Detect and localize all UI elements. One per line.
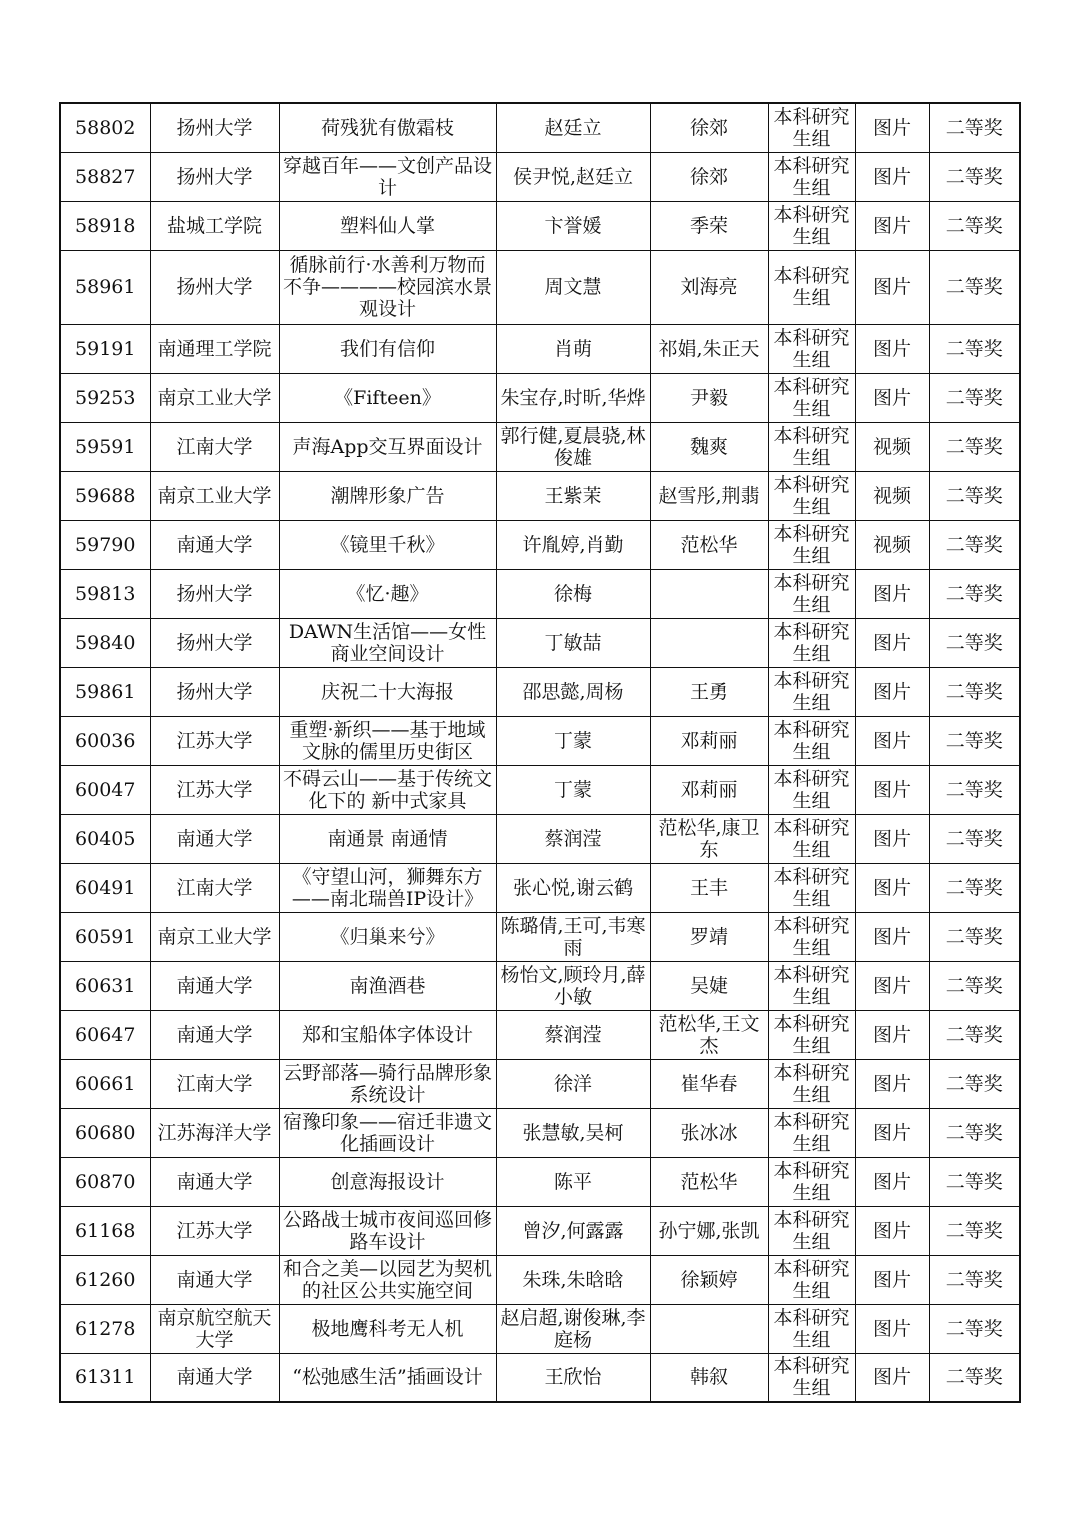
group-cell: 本科研究生组 [768,814,855,863]
work-type-cell: 图片 [855,152,929,201]
work-title-cell: 我们有信仰 [279,324,496,373]
entry-id-cell: 60405 [60,814,150,863]
advisor-cell: 徐郊 [650,152,768,201]
authors-cell: 丁蒙 [496,765,650,814]
advisor-cell: 徐颖婷 [650,1255,768,1304]
group-cell: 本科研究生组 [768,1108,855,1157]
table-row [60,1304,1020,1353]
advisor-cell: 刘海亮 [650,250,768,324]
entry-id-cell: 60047 [60,765,150,814]
award-cell: 二等奖 [929,765,1020,814]
work-title-cell: 重塑·新织——基于地域文脉的儒里历史街区 [279,716,496,765]
work-type-cell: 图片 [855,618,929,667]
advisor-cell: 魏爽 [650,422,768,471]
advisor-cell: 范松华 [650,520,768,569]
group-cell: 本科研究生组 [768,618,855,667]
school-cell: 江南大学 [150,1059,279,1108]
work-title-cell: 《镜里千秋》 [279,520,496,569]
entry-id-cell: 59191 [60,324,150,373]
work-type-cell: 图片 [855,1059,929,1108]
work-title-cell: 荷残犹有傲霜枝 [279,103,496,152]
table-row [60,250,1020,324]
authors-cell: 卞誉媛 [496,201,650,250]
authors-cell: 许胤婷,肖勤 [496,520,650,569]
award-cell: 二等奖 [929,201,1020,250]
award-cell: 二等奖 [929,912,1020,961]
work-type-cell: 图片 [855,103,929,152]
award-cell: 二等奖 [929,520,1020,569]
work-type-cell: 图片 [855,1157,929,1206]
work-type-cell: 图片 [855,201,929,250]
authors-cell: 邵思懿,周杨 [496,667,650,716]
entry-id-cell: 59591 [60,422,150,471]
group-cell: 本科研究生组 [768,1255,855,1304]
school-cell: 江南大学 [150,422,279,471]
table-row [60,569,1020,618]
work-title-cell: 郑和宝船体字体设计 [279,1010,496,1059]
work-type-cell: 图片 [855,373,929,422]
work-title-cell: 不碍云山——基于传统文化下的 新中式家具 [279,765,496,814]
group-cell: 本科研究生组 [768,1010,855,1059]
award-cell: 二等奖 [929,152,1020,201]
authors-cell: 郭行健,夏晨骁,林俊雄 [496,422,650,471]
group-cell: 本科研究生组 [768,1206,855,1255]
award-cell: 二等奖 [929,1059,1020,1108]
entry-id-cell: 60491 [60,863,150,912]
work-type-cell: 图片 [855,912,929,961]
advisor-cell: 邓莉丽 [650,765,768,814]
table-row [60,814,1020,863]
award-cell: 二等奖 [929,422,1020,471]
advisor-cell: 孙宁娜,张凯 [650,1206,768,1255]
work-title-cell: 公路战士城市夜间巡回修路车设计 [279,1206,496,1255]
advisor-cell: 季荣 [650,201,768,250]
advisor-cell: 王丰 [650,863,768,912]
work-type-cell: 图片 [855,961,929,1010]
entry-id-cell: 60036 [60,716,150,765]
award-cell: 二等奖 [929,103,1020,152]
award-cell: 二等奖 [929,863,1020,912]
award-cell: 二等奖 [929,1255,1020,1304]
award-cell: 二等奖 [929,716,1020,765]
award-cell: 二等奖 [929,618,1020,667]
award-cell: 二等奖 [929,471,1020,520]
school-cell: 扬州大学 [150,152,279,201]
school-cell: 扬州大学 [150,667,279,716]
advisor-cell: 祁娟,朱正天 [650,324,768,373]
entry-id-cell: 61278 [60,1304,150,1353]
work-title-cell: “松弛感生活”插画设计 [279,1353,496,1402]
authors-cell: 蔡润滢 [496,814,650,863]
school-cell: 南通大学 [150,814,279,863]
group-cell: 本科研究生组 [768,765,855,814]
work-type-cell: 图片 [855,324,929,373]
school-cell: 南京航空航天大学 [150,1304,279,1353]
work-title-cell: 宿豫印象——宿迁非遗文化插画设计 [279,1108,496,1157]
work-title-cell: DAWN生活馆——女性商业空间设计 [279,618,496,667]
group-cell: 本科研究生组 [768,422,855,471]
table-row [60,1157,1020,1206]
group-cell: 本科研究生组 [768,1304,855,1353]
group-cell: 本科研究生组 [768,912,855,961]
work-type-cell: 视频 [855,471,929,520]
award-cell: 二等奖 [929,1010,1020,1059]
authors-cell: 杨怡文,顾玲月,薛小敏 [496,961,650,1010]
work-type-cell: 图片 [855,250,929,324]
group-cell: 本科研究生组 [768,863,855,912]
table-row [60,1353,1020,1402]
advisor-cell: 罗靖 [650,912,768,961]
work-type-cell: 图片 [855,765,929,814]
entry-id-cell: 60870 [60,1157,150,1206]
entry-id-cell: 59813 [60,569,150,618]
table-row [60,1206,1020,1255]
advisor-cell: 范松华 [650,1157,768,1206]
group-cell: 本科研究生组 [768,324,855,373]
work-title-cell: 塑料仙人掌 [279,201,496,250]
entry-id-cell: 59688 [60,471,150,520]
work-title-cell: 南渔酒巷 [279,961,496,1010]
work-title-cell: 创意海报设计 [279,1157,496,1206]
authors-cell: 陈平 [496,1157,650,1206]
entry-id-cell: 58802 [60,103,150,152]
group-cell: 本科研究生组 [768,373,855,422]
entry-id-cell: 61260 [60,1255,150,1304]
table-row [60,103,1020,152]
authors-cell: 肖萌 [496,324,650,373]
advisor-cell: 韩叙 [650,1353,768,1402]
work-title-cell: 循脉前行·水善利万物而不争————校园滨水景观设计 [279,250,496,324]
authors-cell: 陈璐倩,王可,韦寒雨 [496,912,650,961]
table-row [60,471,1020,520]
authors-cell: 朱宝存,时昕,华烨 [496,373,650,422]
table-row [60,961,1020,1010]
award-cell: 二等奖 [929,1206,1020,1255]
work-type-cell: 视频 [855,422,929,471]
table-row [60,1108,1020,1157]
work-title-cell: 《忆·趣》 [279,569,496,618]
work-type-cell: 视频 [855,520,929,569]
award-cell: 二等奖 [929,667,1020,716]
award-cell: 二等奖 [929,1157,1020,1206]
award-cell: 二等奖 [929,1353,1020,1402]
group-cell: 本科研究生组 [768,471,855,520]
entry-id-cell: 61311 [60,1353,150,1402]
authors-cell: 朱珠,朱晗晗 [496,1255,650,1304]
authors-cell: 徐梅 [496,569,650,618]
work-type-cell: 图片 [855,1304,929,1353]
work-title-cell: 声海App交互界面设计 [279,422,496,471]
work-type-cell: 图片 [855,569,929,618]
group-cell: 本科研究生组 [768,569,855,618]
work-title-cell: 和合之美—以园艺为契机的社区公共实施空间 [279,1255,496,1304]
advisor-cell: 邓莉丽 [650,716,768,765]
group-cell: 本科研究生组 [768,201,855,250]
group-cell: 本科研究生组 [768,1059,855,1108]
award-cell: 二等奖 [929,250,1020,324]
work-title-cell: 《归巢来兮》 [279,912,496,961]
table-row [60,1059,1020,1108]
advisor-cell: 崔华春 [650,1059,768,1108]
school-cell: 江苏大学 [150,1206,279,1255]
work-type-cell: 图片 [855,667,929,716]
work-title-cell: 极地鹰科考无人机 [279,1304,496,1353]
authors-cell: 周文慧 [496,250,650,324]
award-cell: 二等奖 [929,1108,1020,1157]
entry-id-cell: 58961 [60,250,150,324]
school-cell: 南京工业大学 [150,471,279,520]
award-cell: 二等奖 [929,373,1020,422]
group-cell: 本科研究生组 [768,520,855,569]
table-row [60,152,1020,201]
authors-cell: 侯尹悦,赵廷立 [496,152,650,201]
group-cell: 本科研究生组 [768,716,855,765]
school-cell: 江南大学 [150,863,279,912]
work-type-cell: 图片 [855,1108,929,1157]
table-row [60,324,1020,373]
authors-cell: 丁敏喆 [496,618,650,667]
authors-cell: 徐洋 [496,1059,650,1108]
table-row [60,765,1020,814]
advisor-cell: 范松华,王文杰 [650,1010,768,1059]
award-cell: 二等奖 [929,961,1020,1010]
work-title-cell: 《守望山河，狮舞东方——南北瑞兽IP设计》 [279,863,496,912]
advisor-cell: 吴婕 [650,961,768,1010]
entry-id-cell: 59840 [60,618,150,667]
school-cell: 南通大学 [150,1255,279,1304]
table-row [60,201,1020,250]
advisor-cell: 王勇 [650,667,768,716]
table-row [60,373,1020,422]
school-cell: 南通大学 [150,1010,279,1059]
group-cell: 本科研究生组 [768,1353,855,1402]
advisor-cell [650,569,768,618]
authors-cell: 王紫茉 [496,471,650,520]
entry-id-cell: 60591 [60,912,150,961]
table-row [60,912,1020,961]
school-cell: 南通大学 [150,961,279,1010]
advisor-cell [650,618,768,667]
school-cell: 南通大学 [150,520,279,569]
group-cell: 本科研究生组 [768,961,855,1010]
work-title-cell: 庆祝二十大海报 [279,667,496,716]
work-type-cell: 图片 [855,863,929,912]
entry-id-cell: 59861 [60,667,150,716]
award-cell: 二等奖 [929,814,1020,863]
advisor-cell: 张冰冰 [650,1108,768,1157]
authors-cell: 张慧敏,吴柯 [496,1108,650,1157]
entry-id-cell: 60631 [60,961,150,1010]
table-row [60,863,1020,912]
entry-id-cell: 61168 [60,1206,150,1255]
table-body [60,103,1020,1402]
school-cell: 江苏大学 [150,716,279,765]
group-cell: 本科研究生组 [768,152,855,201]
award-cell: 二等奖 [929,324,1020,373]
school-cell: 江苏海洋大学 [150,1108,279,1157]
work-type-cell: 图片 [855,814,929,863]
school-cell: 南通理工学院 [150,324,279,373]
entry-id-cell: 59253 [60,373,150,422]
table-row [60,1010,1020,1059]
school-cell: 扬州大学 [150,103,279,152]
authors-cell: 丁蒙 [496,716,650,765]
table-row [60,1255,1020,1304]
work-title-cell: 《Fifteen》 [279,373,496,422]
entry-id-cell: 58918 [60,201,150,250]
school-cell: 南通大学 [150,1157,279,1206]
entry-id-cell: 60647 [60,1010,150,1059]
group-cell: 本科研究生组 [768,250,855,324]
advisor-cell: 赵雪彤,荆翡 [650,471,768,520]
work-title-cell: 潮牌形象广告 [279,471,496,520]
school-cell: 南通大学 [150,1353,279,1402]
advisor-cell: 尹毅 [650,373,768,422]
work-type-cell: 图片 [855,1010,929,1059]
authors-cell: 赵廷立 [496,103,650,152]
table-row [60,716,1020,765]
work-type-cell: 图片 [855,716,929,765]
work-title-cell: 云野部落—骑行品牌形象系统设计 [279,1059,496,1108]
authors-cell: 王欣怡 [496,1353,650,1402]
award-cell: 二等奖 [929,569,1020,618]
school-cell: 南京工业大学 [150,912,279,961]
entry-id-cell: 60661 [60,1059,150,1108]
advisor-cell [650,1304,768,1353]
work-type-cell: 图片 [855,1206,929,1255]
work-type-cell: 图片 [855,1255,929,1304]
entry-id-cell: 60680 [60,1108,150,1157]
authors-cell: 曾汐,何露露 [496,1206,650,1255]
group-cell: 本科研究生组 [768,1157,855,1206]
entry-id-cell: 59790 [60,520,150,569]
table-row [60,667,1020,716]
school-cell: 江苏大学 [150,765,279,814]
entry-id-cell: 58827 [60,152,150,201]
authors-cell: 张心悦,谢云鹤 [496,863,650,912]
work-title-cell: 南通景 南通情 [279,814,496,863]
advisor-cell: 范松华,康卫东 [650,814,768,863]
group-cell: 本科研究生组 [768,103,855,152]
school-cell: 扬州大学 [150,250,279,324]
award-cell: 二等奖 [929,1304,1020,1353]
school-cell: 南京工业大学 [150,373,279,422]
work-type-cell: 图片 [855,1353,929,1402]
table-row [60,618,1020,667]
table-row [60,422,1020,471]
school-cell: 扬州大学 [150,618,279,667]
authors-cell: 蔡润滢 [496,1010,650,1059]
advisor-cell: 徐郊 [650,103,768,152]
group-cell: 本科研究生组 [768,667,855,716]
authors-cell: 赵启超,谢俊琳,李庭杨 [496,1304,650,1353]
school-cell: 盐城工学院 [150,201,279,250]
work-title-cell: 穿越百年——文创产品设计 [279,152,496,201]
school-cell: 扬州大学 [150,569,279,618]
award-table [59,102,1021,1403]
table-row [60,520,1020,569]
